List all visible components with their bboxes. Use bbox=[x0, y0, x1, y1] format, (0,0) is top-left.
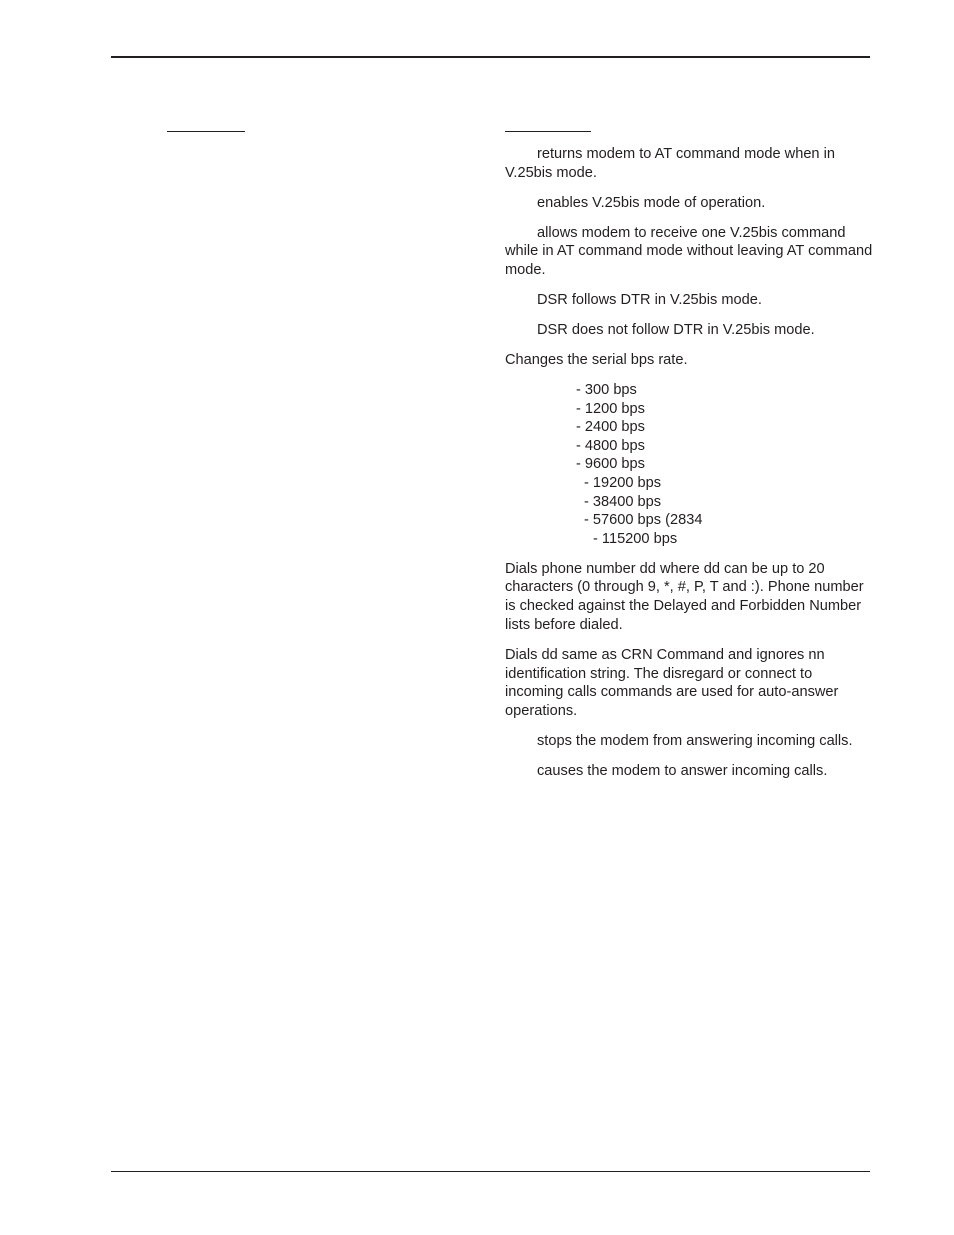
description-enable-v25bis: enables V.25bis mode of operation. bbox=[537, 194, 766, 211]
description-column bbox=[505, 145, 873, 792]
description-single-v25bis-command: allows modem to receive one V.25bis command while in AT command mode without leaving AT command mode. bbox=[505, 224, 873, 279]
list-item: - 19200 bps bbox=[584, 475, 662, 492]
description-serial-bps-rate: Changes the serial bps rate. bbox=[505, 352, 688, 369]
description-disregard-calls: stops the modem from answering incoming calls. bbox=[537, 732, 853, 749]
list-item: - 115200 bps bbox=[593, 530, 678, 547]
list-item: - 57600 bps (2834 bbox=[584, 512, 703, 529]
description-dial-number: Dials phone number dd where dd can be up to 20 characters (0 through 9, *, #, P, T and :). Phone number is checked against the Delayed and Forbidden Number lists before dialed. bbox=[505, 560, 864, 633]
list-item: - 9600 bps bbox=[576, 456, 645, 473]
description-dsr-follows-dtr: DSR follows DTR in V.25bis mode. bbox=[537, 292, 762, 309]
list-item: - 38400 bps bbox=[584, 493, 662, 510]
list-item: - 2400 bps bbox=[576, 419, 645, 436]
description-answer-calls: causes the modem to answer incoming calls. bbox=[537, 762, 828, 779]
description-return-at-mode: returns modem to AT command mode when in V.25bis mode. bbox=[505, 146, 835, 181]
list-item: - 4800 bps bbox=[576, 437, 645, 454]
list-item: - 300 bps bbox=[576, 382, 637, 399]
header-rule bbox=[111, 56, 870, 58]
command-column-heading-underline bbox=[167, 131, 245, 132]
list-item: - 1200 bps bbox=[576, 400, 645, 417]
footer-rule bbox=[111, 1171, 870, 1172]
description-dsr-not-follow-dtr: DSR does not follow DTR in V.25bis mode. bbox=[537, 322, 815, 339]
bps-rate-list bbox=[505, 381, 873, 548]
description-dial-ignore-id: Dials dd same as CRN Command and ignores nn identification string. The disregard or connect to incoming calls commands are used for auto-answer operations. bbox=[505, 646, 839, 719]
description-column-heading-underline bbox=[505, 131, 591, 132]
